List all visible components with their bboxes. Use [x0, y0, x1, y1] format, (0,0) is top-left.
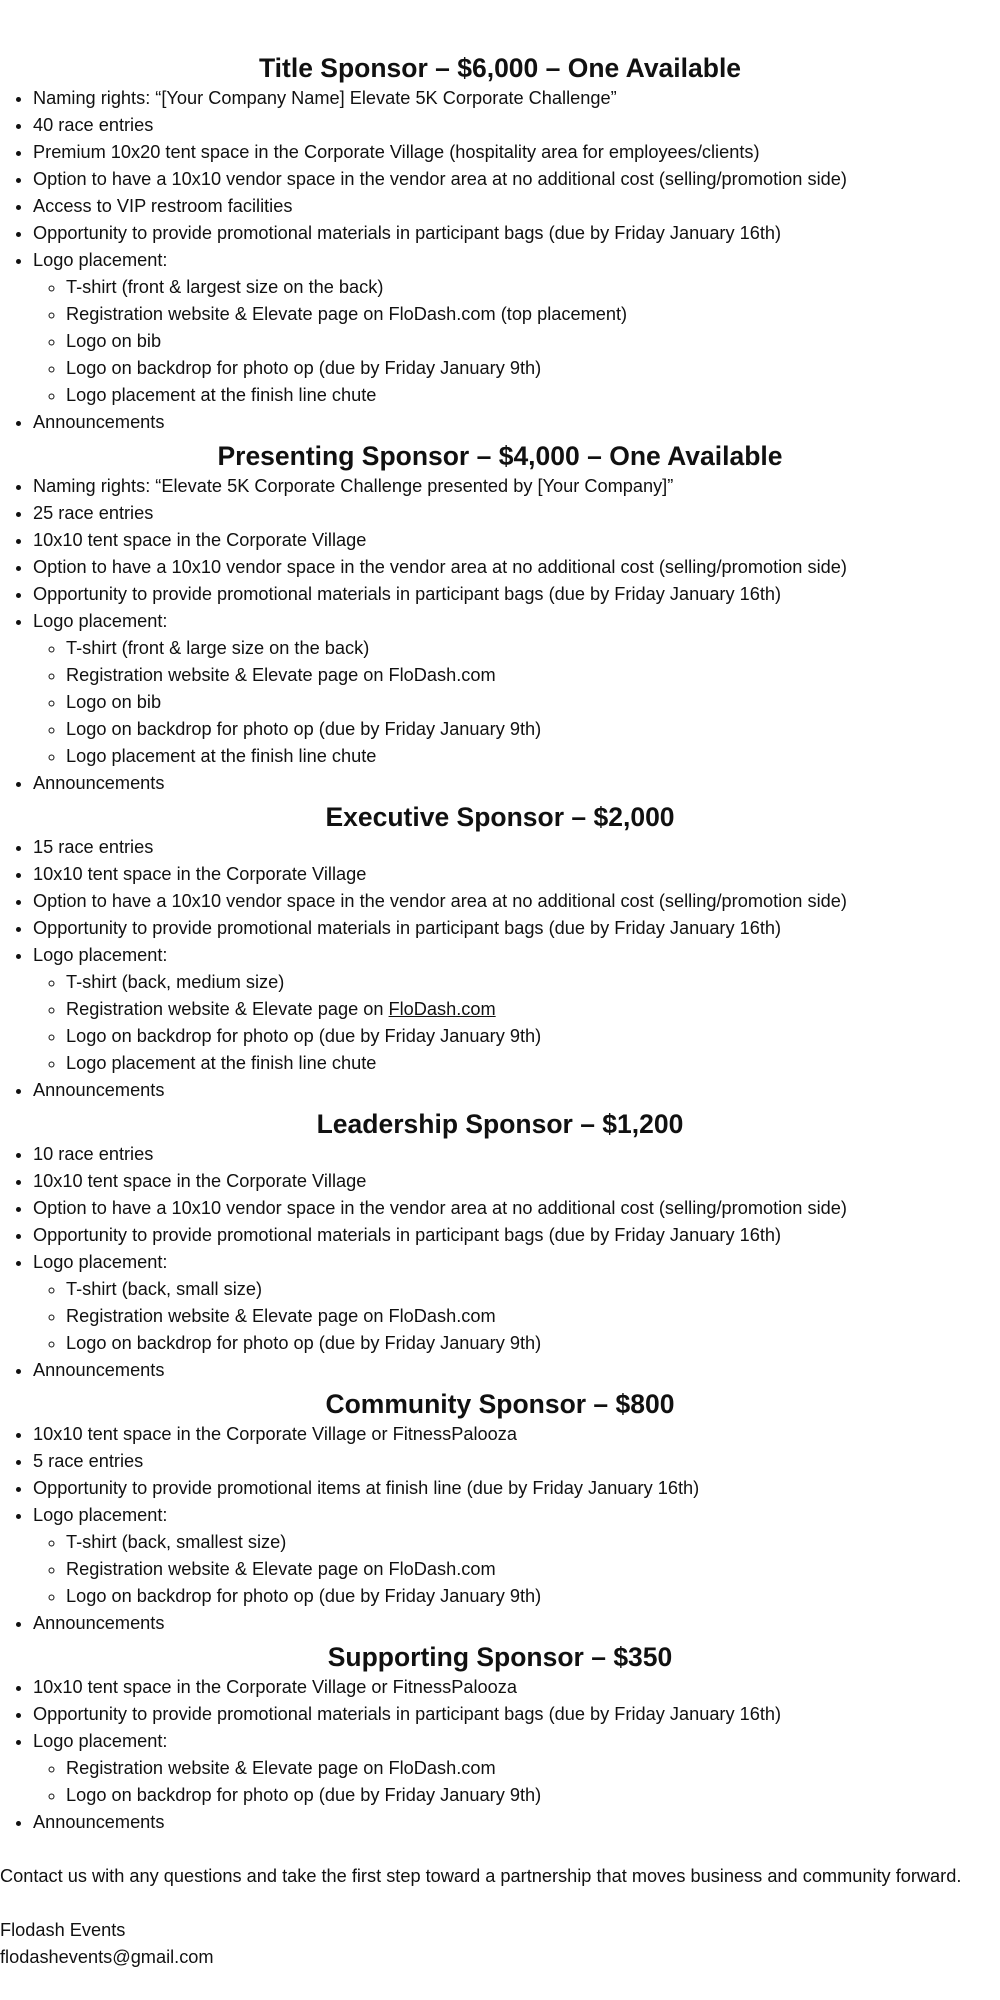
logo-placement-list [33, 1755, 1000, 1809]
list-item: • Option to have a 10x10 vendor space in the vendor area at no additional cost (selling/promotion side) [33, 1195, 1000, 1222]
list-item: • Announcements [33, 1077, 1000, 1104]
list-item: • Opportunity to provide promotional materials in participant bags (due by Friday January 16th) [33, 915, 1000, 942]
logo-placement-label: Logo placement: [33, 611, 168, 631]
sub-list-item: ◦ Logo on backdrop for photo op (due by Friday January 9th) [66, 1583, 1000, 1610]
sub-list-item: ◦ Logo on backdrop for photo op (due by Friday January 9th) [66, 1023, 1000, 1050]
logo-placement-label: Logo placement: [33, 1505, 168, 1525]
list-item: • Announcements [33, 770, 1000, 797]
tier-presenting-sponsor [0, 440, 1000, 797]
sub-list-item: ◦ Logo on bib [66, 689, 1000, 716]
list-item: • 10 race entries [33, 1141, 1000, 1168]
logo-placement-label: Logo placement: [33, 1252, 168, 1272]
list-item: • 5 race entries [33, 1448, 1000, 1475]
sub-list-item: ◦ Registration website & Elevate page on FloDash.com [66, 662, 1000, 689]
tier-heading: Title Sponsor – $6,000 – One Available [258, 53, 742, 83]
list-item: • Option to have a 10x10 vendor space in the vendor area at no additional cost (selling/promotion side) [33, 554, 1000, 581]
sub-list-item: ◦ Registration website & Elevate page on FloDash.com (top placement) [66, 301, 1000, 328]
contact-paragraph: Contact us with any questions and take the first step toward a partnership that moves business and community forward. [0, 1866, 962, 1886]
sub-list-item: ◦ T-shirt (front & largest size on the back) [66, 274, 1000, 301]
tier-benefits-list [0, 834, 1000, 1104]
list-item: • Opportunity to provide promotional materials in participant bags (due by Friday January 16th) [33, 1701, 1000, 1728]
sub-list-item: ◦ T-shirt (front & large size on the back) [66, 635, 1000, 662]
list-item: • Premium 10x20 tent space in the Corporate Village (hospitality area for employees/clients) [33, 139, 1000, 166]
sub-list-item-text: Registration website & Elevate page on [66, 999, 389, 1019]
logo-placement-label: Logo placement: [33, 1731, 168, 1751]
flodash-link[interactable]: FloDash.com [388, 999, 496, 1019]
sub-list-item: ◦ Logo placement at the finish line chute [66, 1050, 1000, 1077]
list-item: • 10x10 tent space in the Corporate Village [33, 1168, 1000, 1195]
list-item: • Announcements [33, 1357, 1000, 1384]
list-item-logo-placement [33, 1249, 1000, 1357]
tier-executive-sponsor [0, 801, 1000, 1104]
sub-list-item: ◦ T-shirt (back, medium size) [66, 969, 1000, 996]
sub-list-item: ◦ Registration website & Elevate page on FloDash.com [66, 1755, 1000, 1782]
sub-list-item: ◦ Logo placement at the finish line chute [66, 382, 1000, 409]
logo-placement-list [33, 969, 1000, 1077]
tier-heading: Supporting Sponsor – $350 [327, 1642, 673, 1672]
list-item-logo-placement [33, 942, 1000, 1077]
tier-benefits-list [0, 1674, 1000, 1836]
list-item: • 40 race entries [33, 112, 1000, 139]
tier-heading: Community Sponsor – $800 [325, 1389, 675, 1419]
list-item: • Option to have a 10x10 vendor space in the vendor area at no additional cost (selling/promotion side) [33, 166, 1000, 193]
list-item: • Naming rights: “[Your Company Name] Elevate 5K Corporate Challenge” [33, 85, 1000, 112]
list-item: • Opportunity to provide promotional materials in participant bags (due by Friday January 16th) [33, 220, 1000, 247]
tier-heading: Leadership Sponsor – $1,200 [316, 1109, 684, 1139]
tier-title-sponsor [0, 52, 1000, 436]
sub-list-item: ◦ T-shirt (back, small size) [66, 1276, 1000, 1303]
organization-name: Flodash Events [0, 1920, 126, 1940]
sub-list-item: ◦ Logo placement at the finish line chute [66, 743, 1000, 770]
list-item: • Naming rights: “Elevate 5K Corporate Challenge presented by [Your Company]” [33, 473, 1000, 500]
list-item: • Access to VIP restroom facilities [33, 193, 1000, 220]
list-item: • 15 race entries [33, 834, 1000, 861]
tier-supporting-sponsor [0, 1641, 1000, 1836]
logo-placement-label: Logo placement: [33, 945, 168, 965]
tier-leadership-sponsor [0, 1108, 1000, 1384]
list-item: • 25 race entries [33, 500, 1000, 527]
sub-list-item: ◦ Logo on bib [66, 328, 1000, 355]
list-item: • Opportunity to provide promotional materials in participant bags (due by Friday January 16th) [33, 1222, 1000, 1249]
list-item: • 10x10 tent space in the Corporate Village [33, 527, 1000, 554]
sub-list-item: ◦ Logo on backdrop for photo op (due by Friday January 9th) [66, 1782, 1000, 1809]
tier-benefits-list [0, 473, 1000, 797]
sub-list-item: ◦ T-shirt (back, smallest size) [66, 1529, 1000, 1556]
sub-list-item: ◦ Logo on backdrop for photo op (due by Friday January 9th) [66, 1330, 1000, 1357]
tier-community-sponsor [0, 1388, 1000, 1637]
logo-placement-list [33, 1529, 1000, 1610]
sub-list-item [66, 996, 1000, 1023]
tier-heading: Executive Sponsor – $2,000 [325, 802, 675, 832]
tier-heading: Presenting Sponsor – $4,000 – One Available [217, 441, 783, 471]
list-item: • 10x10 tent space in the Corporate Village [33, 861, 1000, 888]
tier-benefits-list [0, 1141, 1000, 1384]
logo-placement-label: Logo placement: [33, 250, 168, 270]
list-item: • Announcements [33, 1610, 1000, 1637]
list-item: • Option to have a 10x10 vendor space in the vendor area at no additional cost (selling/promotion side) [33, 888, 1000, 915]
list-item: • Announcements [33, 1809, 1000, 1836]
list-item: • 10x10 tent space in the Corporate Village or FitnessPalooza [33, 1674, 1000, 1701]
sub-list-item: ◦ Registration website & Elevate page on FloDash.com [66, 1556, 1000, 1583]
list-item-logo-placement [33, 247, 1000, 409]
logo-placement-list [33, 1276, 1000, 1357]
sub-list-item: ◦ Registration website & Elevate page on FloDash.com [66, 1303, 1000, 1330]
list-item: • Opportunity to provide promotional materials in participant bags (due by Friday January 16th) [33, 581, 1000, 608]
tier-benefits-list [0, 85, 1000, 436]
tier-benefits-list [0, 1421, 1000, 1637]
list-item-logo-placement [33, 608, 1000, 770]
logo-placement-list [33, 635, 1000, 770]
sub-list-item: ◦ Logo on backdrop for photo op (due by Friday January 9th) [66, 355, 1000, 382]
contact-email[interactable]: flodashevents@gmail.com [0, 1947, 214, 1967]
list-item: • Opportunity to provide promotional items at finish line (due by Friday January 16th) [33, 1475, 1000, 1502]
list-item-logo-placement [33, 1728, 1000, 1809]
list-item: • Announcements [33, 409, 1000, 436]
logo-placement-list [33, 274, 1000, 409]
list-item-logo-placement [33, 1502, 1000, 1610]
sub-list-item: ◦ Logo on backdrop for photo op (due by Friday January 9th) [66, 716, 1000, 743]
list-item: • 10x10 tent space in the Corporate Village or FitnessPalooza [33, 1421, 1000, 1448]
